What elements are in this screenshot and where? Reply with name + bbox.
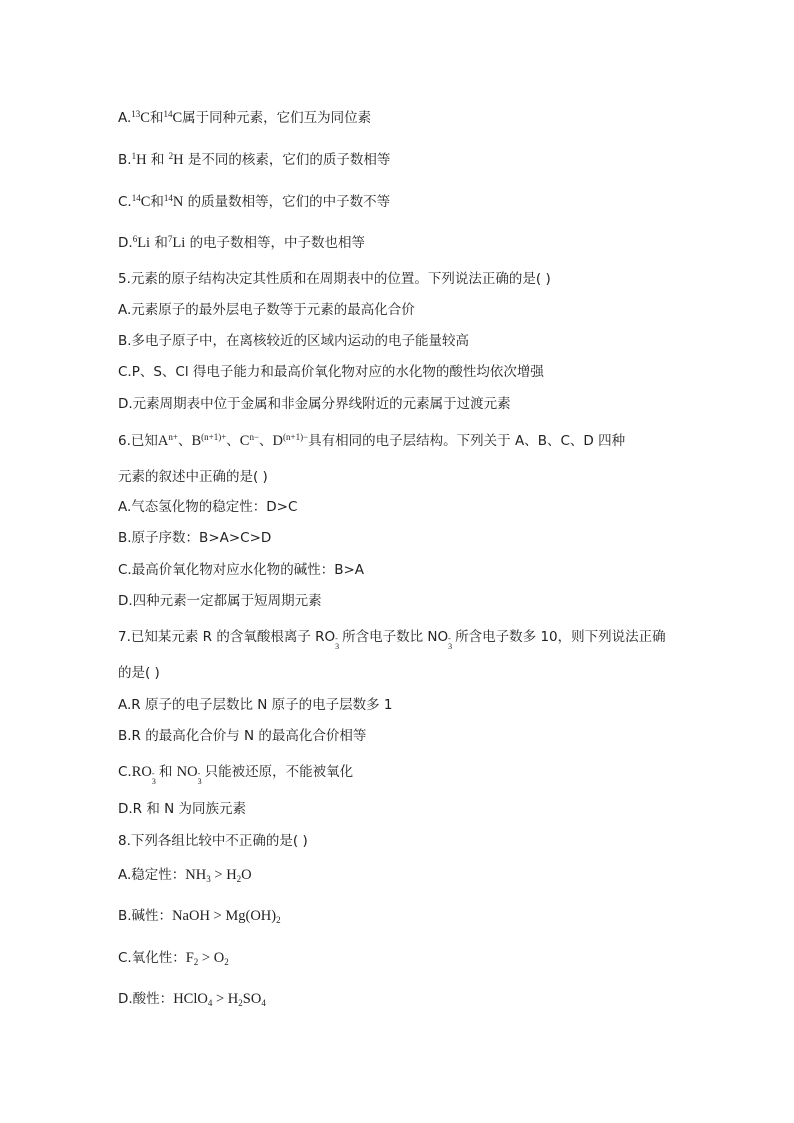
atom-count: 3 — [335, 642, 340, 651]
atom-count: 3 — [197, 777, 202, 786]
mass-number: 14 — [163, 109, 173, 119]
ion-script — [151, 763, 159, 786]
option-label: C. — [118, 764, 132, 780]
element-symbol: Li — [172, 235, 186, 251]
stem-text: 7.已知某元素 R 的含氧酸根离子 RO — [118, 629, 336, 645]
element-symbol: H — [173, 152, 184, 168]
option-label: B. — [118, 152, 132, 168]
ion-charge: (n+1)− — [283, 432, 309, 442]
q6-option-b: B.原子序数：B>A>C>D — [118, 530, 272, 546]
ion-symbol: D — [272, 433, 284, 449]
element-symbol: C — [140, 110, 150, 126]
atom-count: 2 — [276, 915, 281, 925]
option-label: D.酸性： — [118, 991, 174, 1007]
q6-stem — [118, 432, 625, 450]
stem-text: 所含电子数比 NO — [342, 629, 449, 645]
q6-option-d: D.四种元素一定都属于短周期元素 — [118, 593, 322, 609]
formula: RO — [131, 764, 152, 780]
comparison-operator: > — [209, 908, 226, 924]
q6-stem-line2: 元素的叙述中正确的是( ) — [118, 469, 268, 485]
stem-text: 6.已知 — [118, 433, 158, 449]
ion-script — [448, 628, 455, 651]
element-symbol: H — [136, 152, 147, 168]
formula-part: NaOH — [172, 908, 210, 924]
option-label: A.稳定性： — [118, 867, 186, 883]
formula — [185, 867, 251, 883]
formula-part: NH — [185, 867, 207, 883]
q4-option-b — [118, 151, 390, 169]
atom-count: 3 — [206, 874, 211, 884]
mass-number: 2 — [168, 151, 174, 161]
q4-option-c — [118, 193, 390, 211]
atom-count: 4 — [207, 998, 213, 1008]
ion-symbol: B — [191, 433, 202, 449]
q7-option-d: D.R 和 N 为同族元素 — [118, 801, 247, 817]
ion-charge: - — [151, 769, 155, 778]
element-symbol: Li — [137, 235, 151, 251]
mass-number: 14 — [163, 193, 173, 203]
option-label: C.氧化性： — [118, 950, 186, 966]
q7-option-a: A.R 原子的电子层数比 N 原子的电子层数多 1 — [118, 697, 393, 713]
formula-part: SO — [242, 991, 262, 1007]
ion-symbol: C — [239, 433, 250, 449]
formula: NO — [176, 764, 198, 780]
q5-option-a: A.元素原子的最外层电子数等于元素的最高化合价 — [118, 302, 415, 318]
option-text: 属于同种元素，它们互为同位素 — [182, 110, 372, 126]
ion-script — [197, 763, 205, 786]
ion-charge: - — [335, 634, 338, 643]
formula-part: O — [213, 950, 225, 966]
q8-option-d — [118, 990, 266, 1008]
stem-text: 具有相同的电子层结构。下列关于 A、B、C、D 四种 — [308, 433, 626, 449]
mass-number: 6 — [132, 234, 138, 244]
separator: 、 — [226, 433, 240, 449]
mass-number: 1 — [131, 151, 137, 161]
formula — [186, 950, 229, 966]
q5-option-d: D.元素周期表中位于金属和非金属分界线附近的元素属于过渡元素 — [118, 396, 511, 412]
ion-symbol: A — [157, 433, 169, 449]
q4-option-a — [118, 109, 371, 127]
mass-number: 13 — [131, 109, 141, 119]
option-label: A. — [118, 110, 132, 126]
mass-number: 7 — [167, 234, 173, 244]
atom-count: 2 — [224, 957, 229, 967]
q8-stem: 8.下列各组比较中不正确的是( ) — [118, 833, 308, 849]
q7-stem — [118, 628, 666, 651]
ion-charge: n+ — [168, 432, 178, 442]
element-symbol: C — [172, 110, 183, 126]
atom-count: 3 — [151, 777, 156, 786]
comparison-operator: > — [198, 950, 214, 966]
formula-part: H — [226, 867, 237, 883]
stem-text: 所含电子数多 10，则下列说法正确 — [455, 629, 666, 645]
formula — [172, 908, 281, 924]
formula-part: Mg(OH) — [225, 908, 277, 924]
q4-option-d — [118, 234, 365, 252]
conjunction: 和 — [158, 764, 173, 780]
conjunction: 和 — [154, 235, 168, 251]
option-label: B.碱性： — [118, 908, 173, 924]
atom-count: 2 — [236, 874, 242, 884]
option-text: 的电子数相等，中子数也相等 — [189, 235, 366, 251]
separator: 、 — [259, 433, 273, 449]
option-text: 是不同的核素，它们的质子数相等 — [187, 152, 391, 168]
comparison-operator: > — [210, 867, 227, 883]
element-symbol: N — [172, 194, 184, 210]
element-symbol: C — [140, 194, 151, 210]
q5-option-c: C.P、S、Cl 得电子能力和最高价氧化物对应的水化物的酸性均依次增强 — [118, 364, 544, 380]
separator: 、 — [177, 433, 192, 449]
q7-option-b: B.R 的最高化合价与 N 的最高化合价相等 — [118, 728, 367, 744]
ion-charge: n− — [249, 432, 260, 442]
q6-option-c: C.最高价氧化物对应水化物的碱性：B>A — [118, 562, 365, 578]
mass-number: 14 — [131, 193, 141, 203]
option-text: 只能被还原，不能被氧化 — [204, 764, 354, 780]
formula-part: H — [227, 991, 239, 1007]
ion-charge: - — [448, 634, 451, 643]
q5-stem: 5.元素的原子结构决定其性质和在周期表中的位置。下列说法正确的是( ) — [118, 271, 551, 287]
comparison-operator: > — [212, 991, 228, 1007]
ion-charge: - — [197, 769, 201, 778]
q8-option-b — [118, 907, 281, 925]
conjunction: 和 — [150, 194, 164, 210]
option-label: C. — [118, 194, 132, 210]
conjunction: 和 — [150, 152, 165, 168]
formula-part: HClO — [173, 991, 208, 1007]
option-label: D. — [118, 235, 133, 251]
q7-stem-line2: 的是( ) — [118, 665, 160, 681]
atom-count: 2 — [238, 998, 243, 1008]
q7-option-c — [118, 763, 354, 786]
ion-charge: (n+1)+ — [201, 432, 227, 442]
q6-option-a: A.气态氢化物的稳定性：D>C — [118, 499, 298, 515]
q8-option-a — [118, 866, 252, 884]
q8-option-c — [118, 949, 229, 967]
ion-script — [335, 628, 342, 651]
formula — [173, 991, 266, 1007]
option-text: 的质量数相等，它们的中子数不等 — [187, 194, 391, 210]
formula-part: F — [185, 950, 194, 966]
atom-count: 3 — [448, 642, 453, 651]
atom-count: 2 — [193, 957, 199, 967]
conjunction: 和 — [149, 110, 164, 126]
atom-count: 4 — [261, 998, 266, 1008]
q5-option-b: B.多电子原子中，在离核较近的区域内运动的电子能量较高 — [118, 333, 470, 349]
formula-part: O — [241, 867, 252, 883]
